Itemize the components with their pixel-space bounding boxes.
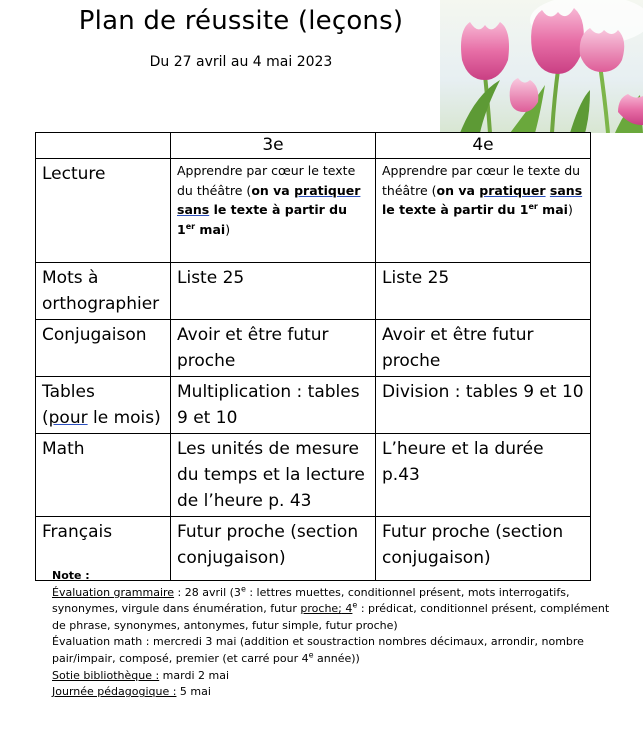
subject-francais: Français (36, 517, 171, 581)
cell-conjugaison-4e: Avoir et être futur proche (376, 320, 591, 377)
tulips-image (440, 0, 643, 133)
cell-tables-3e: Multiplication : tables 9 et 10 (171, 377, 376, 434)
cell-mots-4e: Liste 25 (376, 263, 591, 320)
cell-francais-3e: Futur proche (section conjugaison) (171, 517, 376, 581)
table-row (36, 377, 591, 434)
note-math-evaluation: Évaluation math : mercredi 3 mai (addition et soustraction nombres décimaux, arrondir, nombre pair/impair, composé, premier (et carré pour 4e année)) (52, 635, 584, 665)
note-pedagogical-day: Journée pédagogique : 5 mai (52, 685, 211, 699)
table-row (36, 434, 591, 517)
subject-tables: Tables (pour le mois) (36, 377, 171, 434)
cell-lecture-3e: Apprendre par cœur le texte du théâtre (on va pratiquer sans le texte à partir du 1er mai) (171, 159, 376, 263)
cell-math-4e: L’heure et la durée p.43 (376, 434, 591, 517)
subject-conjugaison: Conjugaison (36, 320, 171, 377)
date-range: Du 27 avril au 4 mai 2023 (149, 54, 333, 70)
subject-math: Math (36, 434, 171, 517)
cell-math-3e: Les unités de mesure du temps et la lecture de l’heure p. 43 (171, 434, 376, 517)
cell-mots-3e: Liste 25 (171, 263, 376, 320)
subject-mots: Mots à orthographier (36, 263, 171, 320)
notes-section (52, 568, 612, 701)
header-empty-cell (36, 133, 171, 159)
cell-conjugaison-3e: Avoir et être futur proche (171, 320, 376, 377)
table-header-row (36, 133, 591, 159)
notes-title: Note : (52, 569, 90, 582)
note-library: Sotie bibliothèque : mardi 2 mai (52, 668, 230, 682)
subject-lecture: Lecture (36, 159, 171, 263)
table-row (36, 263, 591, 320)
page-title: Plan de réussite (leçons) (78, 6, 404, 36)
table-row (36, 159, 591, 263)
header-3e: 3e (171, 133, 376, 159)
note-grammar-evaluation: Évaluation grammaire : 28 avril (3e : lettres muettes, conditionnel présent, mots interrogatifs, synonymes, virgule dans énumération, futur proche; 4e : prédicat, conditionnel présent, complément de phrase, synonymes, antonymes, futur simple, futur proche) (52, 583, 610, 632)
cell-tables-4e: Division : tables 9 et 10 (376, 377, 591, 434)
cell-lecture-4e: Apprendre par cœur le texte du théâtre (on va pratiquer sans le texte à partir du 1er mai) (376, 159, 591, 263)
lesson-plan-table (35, 132, 591, 581)
header-4e: 4e (376, 133, 591, 159)
cell-francais-4e: Futur proche (section conjugaison) (376, 517, 591, 581)
table-row (36, 320, 591, 377)
